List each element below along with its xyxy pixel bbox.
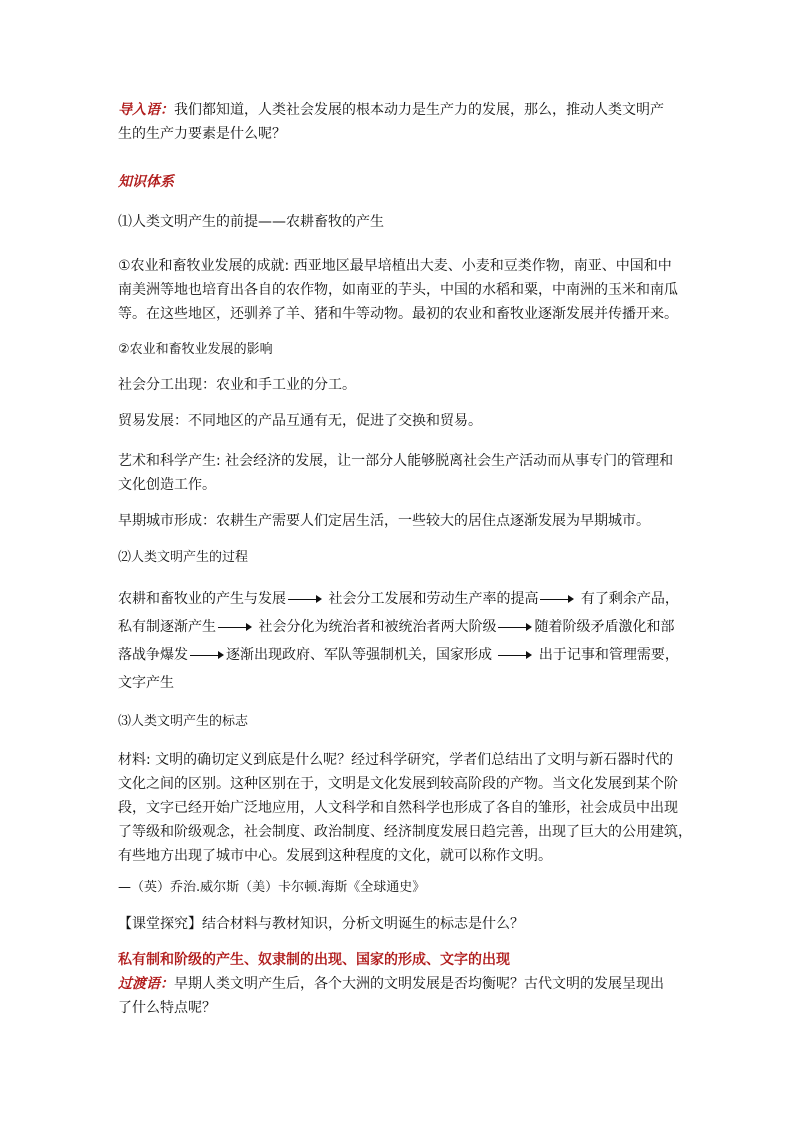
transition-label: 过渡语： [118,976,174,992]
impact-division: 社会分工出现：农业和手工业的分工。 [118,377,356,393]
intro-label: 导入语： [118,102,174,118]
achievements-line: 南美洲等地也培育出各自的农作物，如南亚的芋头，中国的水稻和粟，中南洲的玉米和南瓜 [118,282,678,298]
exploration-answer: 私有制和阶级的产生、奴隶制的出现、国家的形成、文字的出现 [118,952,510,968]
knowledge-heading: 知识体系 [118,174,174,190]
flow-step: 随着阶级矛盾激化和部 [534,619,675,635]
arrow-right-icon [498,649,532,661]
flow-step: 落战争爆发 [118,647,188,663]
impact-trade: 贸易发展：不同地区的产品互通有无，促进了交换和贸易。 [118,413,482,429]
achievements-line: ①农业和畜牧业发展的成就: 西亚地区最早培植出大麦、小麦和豆类作物，南亚、中国和中 [118,258,672,274]
section3-title: ⑶人类文明产生的标志 [118,714,249,729]
flow-step: 农耕和畜牧业的产生与发展 [118,591,286,607]
flow-step: 社会分工发展和劳动生产率的提高 [328,591,539,607]
transition-paragraph [118,972,680,1020]
section2-title: ⑵人类文明产生的过程 [118,550,249,565]
material-line: 材料: 文明的确切定义到底是什么呢？经过科学研究，学者们总结出了文明与新石器时代的 [118,752,674,768]
material-line: 了等级和阶级观念，社会制度、政治制度、经济制度发展日趋完善，出现了巨大的公用建筑， [118,824,692,840]
material-line: 段，文字已经开始广泛地应用，人文科学和自然科学也形成了各自的雏形，社会成员中出现 [118,800,678,816]
impact-art-line: 文化创造工作。 [118,477,216,493]
flow-step: 私有制逐渐产生 [118,619,216,635]
impact-cities: 早期城市形成：农耕生产需要人们定居生活，一些较大的居住点逐渐发展为早期城市。 [118,513,650,529]
intro-text-line1: 我们都知道，人类社会发展的根本动力是生产力的发展，那么，推动人类文明产 [174,102,664,118]
flow-step: 有了剩余产品， [580,591,679,607]
impact-art-line: 艺术和科学产生: 社会经济的发展，让一部分人能够脱离社会生产活动而从事专门的管理和 [118,453,674,469]
section1-title: ⑴人类文明产生的前提——农耕畜牧的产生 [118,214,384,230]
process-flow [118,585,680,697]
achievements-paragraph [118,254,680,326]
material-line: 文化之间的区别。这种区别在于，文明是文化发展到较高阶段的产物。当文化发展到某个阶 [118,776,678,792]
material-source: —（英）乔治.威尔斯（美）卡尔顿.海斯《全球通史》 [118,880,426,895]
material-line: 有些地方出现了城市中心。发展到这种程度的文化，就可以称作文明。 [118,848,552,864]
flow-step: 文字产生 [118,675,174,691]
flow-step: 出于记事和管理需要， [538,647,679,663]
arrow-right-icon [498,621,532,633]
transition-text-line1: 早期人类文明产生后，各个大洲的文明发展是否均衡呢？古代文明的发展呈现出 [174,976,664,992]
intro-paragraph [118,98,680,146]
flow-step: 社会分化为统治者和被统治者两大阶级 [258,619,497,635]
material-paragraph [118,748,692,868]
arrow-right-icon [288,593,322,605]
classroom-exploration: 【课堂探究】结合材料与教材知识，分析文明诞生的标志是什么？ [118,916,524,932]
arrow-right-icon [540,593,574,605]
impact-title: ②农业和畜牧业发展的影响 [118,342,273,357]
arrow-right-icon [218,621,252,633]
achievements-line: 等。在这些地区，还驯养了羊、猪和牛等动物。最初的农业和畜牧业逐渐发展并传播开来。 [118,306,678,322]
impact-art-science [118,449,680,497]
flow-step: 逐渐出现政府、军队等强制机关，国家形成 [226,647,492,663]
transition-text-line2: 了什么特点呢？ [118,1000,216,1016]
intro-text-line2: 生的生产力要素是什么呢？ [118,126,286,142]
arrow-right-icon [190,649,224,661]
